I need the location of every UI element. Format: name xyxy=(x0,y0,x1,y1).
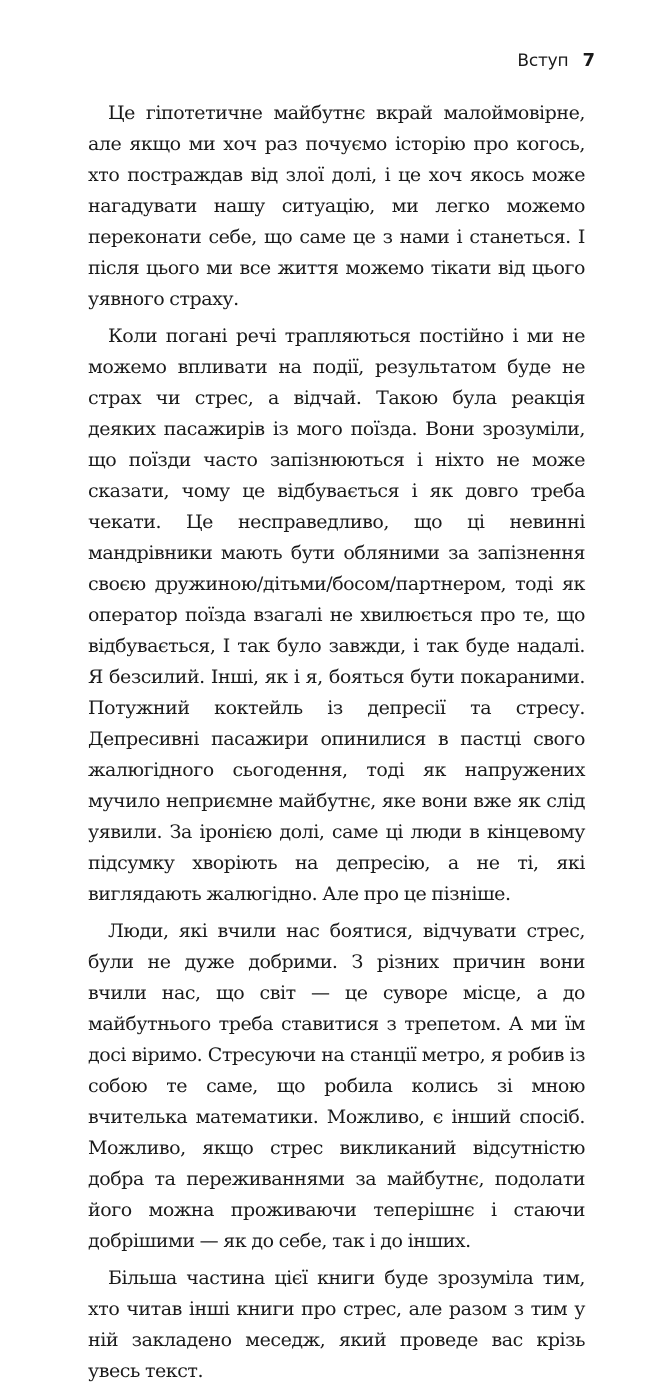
paragraph-3: Люди, які вчили нас боятися, відчувати стрес, були не дуже добрими. З різних причин вони вчили нас, що світ — це суворе місце, а до майбутнього треба ставитися з трепетом. А ми їм досі віримо. Стресуючи на станції метро, я робив із собою те саме, що робила колись зі мною вчителька математики. Можливо, є інший спосіб. Можливо, якщо стрес викликаний відсутністю добра та переживаннями за майбутнє, подолати його можна проживаючи теперішнє і стаючи добрішими — як до себе, так і до інших. xyxy=(88,920,585,1252)
paragraph-1: Це гіпотетичне майбутнє вкрай малоймовірне, але якщо ми хоч раз почуємо історію про когось, хто постраждав від злої долі, і це хоч якось може нагадувати нашу ситуацію, ми легко можемо переконати себе, що саме це з нами і станеться. І після цього ми все життя можемо тікати від цього уявного страху. xyxy=(88,102,585,310)
running-head xyxy=(517,50,595,71)
paragraph-4: Більша частина цієї книги буде зрозуміла тим, хто читав інші книги про стрес, але разом з тим у ній закладено меседж, який проведе вас крізь увесь текст. xyxy=(88,1267,585,1382)
section-title: Вступ xyxy=(517,51,569,71)
body-text xyxy=(88,98,585,1393)
paragraph-2: Коли погані речі трапляються постійно і ми не можемо впливати на події, результатом буде не страх чи стрес, а відчай. Такою була реакція деяких пасажирів із мого поїзда. Вони зрозуміли, що поїзди часто запізнюються і ніхто не може сказати, чому це відбувається і як довго треба чекати. Це несправедливо, що ці невинні мандрівники мають бути обляними за запізнення своєю дружиною/дітьми/босом/партнером, тоді як оператор поїзда взагалі не хвилюється про те, що відбувається, І так було завжди, і так буде надалі. Я безсилий. Інші, як і я, бояться бути покараними. Потужний коктейль із депресії та стресу. Депресивні пасажири опинилися в пастці свого жалюгідного сьогодення, тоді як напружених мучило неприємне майбутнє, яке вони вже як слід уявили. За іронією долі, саме ці люди в кінцевому підсумку хворіють на депресію, а не ті, які виглядають жалюгідно. Але про це пізніше. xyxy=(88,325,585,905)
page-number: 7 xyxy=(582,50,595,71)
